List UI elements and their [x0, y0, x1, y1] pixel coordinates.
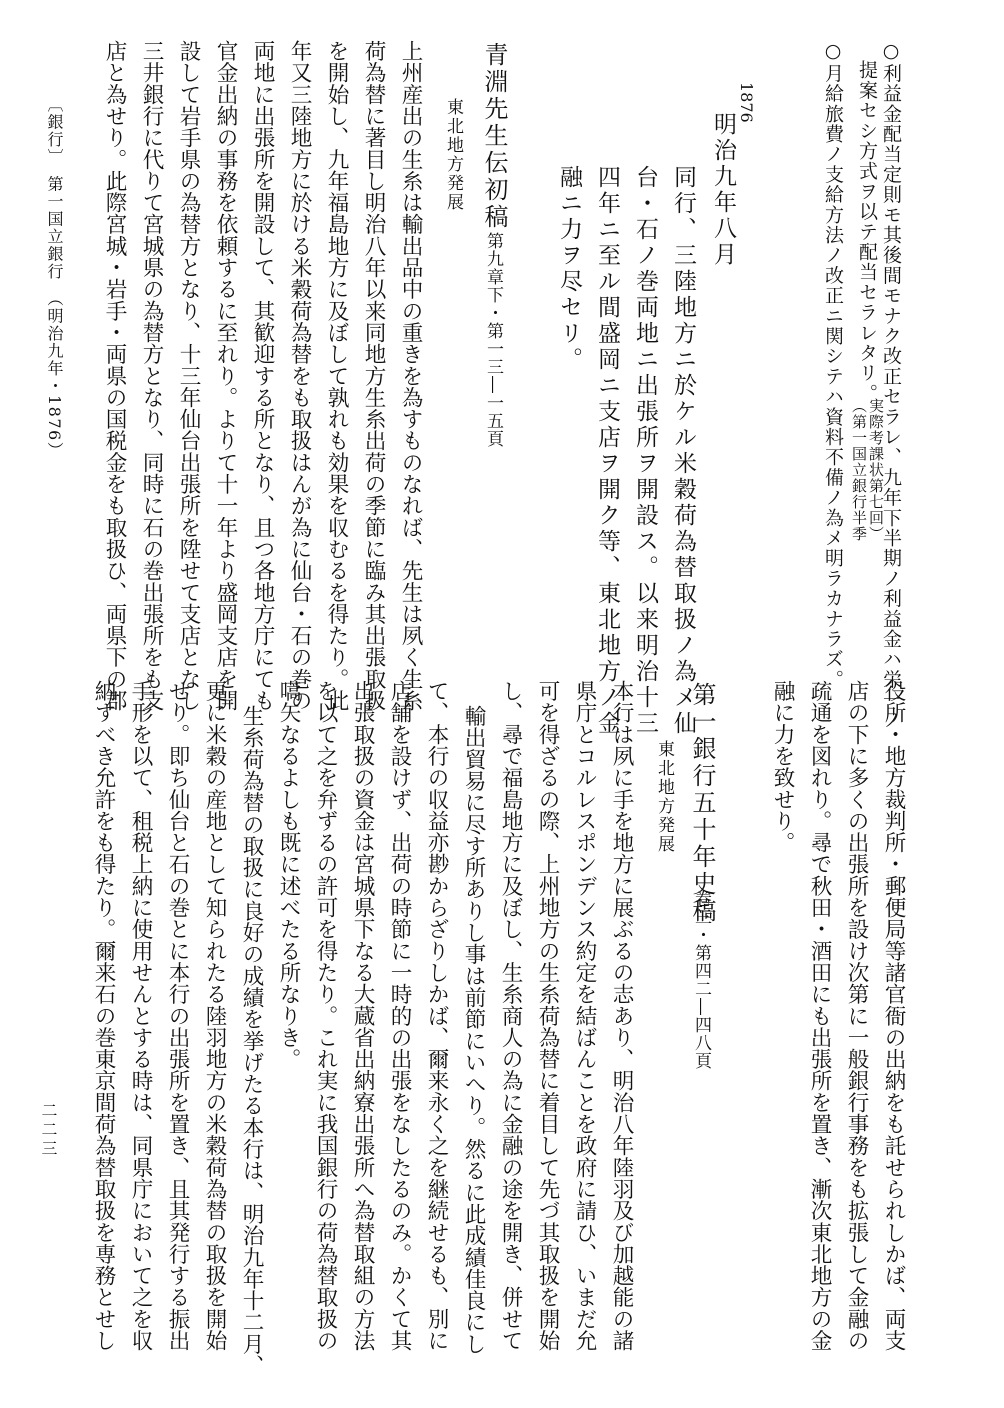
source-title: 青淵先生伝初稿: [480, 42, 508, 231]
source-title: 第一銀行五十年史稿: [688, 682, 716, 925]
body-line: 手形を以て、租税上納に使用せんとする時は、同県庁において之を収: [128, 680, 153, 1352]
body-line: 店舗を設けず、出荷の時節に一時的の出張をなしたるのみ。かくて其: [387, 680, 412, 1352]
note-citation-2: 実際考課状第七回）: [867, 398, 885, 542]
chronology-line: 融ニ力ヲ尽セリ。: [556, 165, 582, 373]
chronology-line: 台・石ノ巻両地ニ出張所ヲ開設ス。以来明治十三: [632, 165, 658, 737]
body-line: 納すべき允許をも得たり。爾来石の巻東京間荷為替取扱を専務とせし: [91, 680, 116, 1352]
note-profit-rule: ○利益金配当定則モ其後間モナク改正セラレ、九年下半期ノ利益金ハ栄一ノ: [880, 40, 902, 730]
body-line: 上州産出の生糸は輸出品中の重きを為すものなれば、先生は夙く生糸: [398, 40, 423, 712]
body-line: 店の下に多くの出張所を設け次第に一般銀行事務をも拡張して金融の: [844, 680, 869, 1352]
note-dividend-method: 提案セシ方式ヲ以テ配当セラレタリ。: [856, 60, 878, 404]
chronology-line: 四年ニ至ル間盛岡ニ支店ヲ開ク等、東北地方ノ金: [594, 165, 620, 737]
body-line: し、尋で福島地方に及ぼし、生糸商人の為に金融の途を開き、併せて: [498, 680, 523, 1352]
body-line: て、本行の収益亦尠からざりしかば、爾来永く之を継続せるも、別に: [424, 680, 449, 1352]
body-line: 更に米穀の産地として知られたる陸羽地方の米穀荷為替の取扱を開始: [202, 680, 227, 1352]
body-line: 設して岩手県の為替方となり、十三年仙台出張所を陞せて支店となし: [176, 40, 201, 712]
chronology-line: 同行、三陸地方ニ於ケル米穀荷為替取扱ノ為メ仙: [670, 165, 696, 737]
body-line: 本行は夙に手を地方に展ぶるの志あり、明治八年陸羽及び加越能の諸: [609, 680, 634, 1352]
body-line: 疏通を図れり。尋で秋田・酒田にも出張所を置き、漸次東北地方の金: [807, 680, 832, 1352]
body-line: せり。即ち仙台と石の巻とに本行の出張所を置き、且其発行する振出: [165, 680, 190, 1352]
note-salary-travel: ○月給旅費ノ支給方法ノ改正ニ関シテハ資料不備ノ為メ明ラカナラズ。: [822, 40, 844, 690]
source-reference: 巻三・第四二―四八頁: [691, 890, 711, 1070]
body-line: 可を得ざるの際、上州地方の生糸荷為替に着目して先づ其取扱を開始: [535, 680, 560, 1352]
body-line: 嚆矢なるよしも既に述べたる所なりき。: [276, 680, 301, 1070]
running-head: 〔銀行〕 第一国立銀行 （明治九年・1876）: [45, 96, 64, 460]
page-number: 二二三: [39, 1102, 58, 1159]
body-line: 店と為せり。此際宮城・岩手・両県の国税金をも取扱ひ、両県下の郡: [102, 40, 127, 712]
body-line: 官金出納の事務を依頼するに至れり。よりて十一年より盛岡支店を開: [213, 40, 238, 712]
body-line: 三井銀行に代りて宮城県の為替方となり、同時に石の巻出張所をも支: [139, 40, 164, 712]
body-line: 出張取扱の資金は宮城県下なる大蔵省出納寮出張所へ為替取組の方法: [350, 680, 375, 1352]
section-subtitle: 東北地方発展: [654, 740, 674, 854]
body-line: 輸出貿易に尽す所ありし事は前節にいへり。然るに此成績佳良にし: [461, 705, 486, 1355]
body-line: 両地に出張所を開設して、其歓迎する所となり、且つ各地方庁にても: [250, 40, 275, 712]
body-line: 融に力を致せり。: [770, 680, 795, 854]
body-line: 年又三陸地方に於ける米穀荷為替をも取扱はんが為に仙台・石の巻の: [287, 40, 312, 712]
source-reference: 第九章下・第一三―一五頁: [483, 232, 503, 448]
section-subtitle: 東北地方発展: [443, 98, 463, 212]
note-citation-1: （第一国立銀行半季: [850, 398, 868, 542]
body-line: 県庁とコルレスポンデンス約定を結ばんことを政府に請ひ、いまだ允: [572, 680, 597, 1352]
body-line: 役所・地方裁判所・郵便局等諸官衙の出納をも託せられしかば、両支: [881, 680, 906, 1352]
body-line: を以て之を弁ずるの許可を得たり。これ実に我国銀行の荷為替取扱の: [313, 680, 338, 1352]
body-line: を開始し、九年福島地方に及ぼして孰れも効果を収むるを得たり。此: [324, 40, 349, 712]
body-line: 荷為替に著目し明治八年以来同地方生糸出荷の季節に臨み其出張取扱: [361, 40, 386, 712]
year-ad: 1876: [737, 82, 756, 123]
chronology-date: 明治九年八月: [710, 112, 736, 268]
body-line: 生糸荷為替の取扱に良好の成績を挙げたる本行は、明治九年十二月、: [239, 705, 264, 1377]
